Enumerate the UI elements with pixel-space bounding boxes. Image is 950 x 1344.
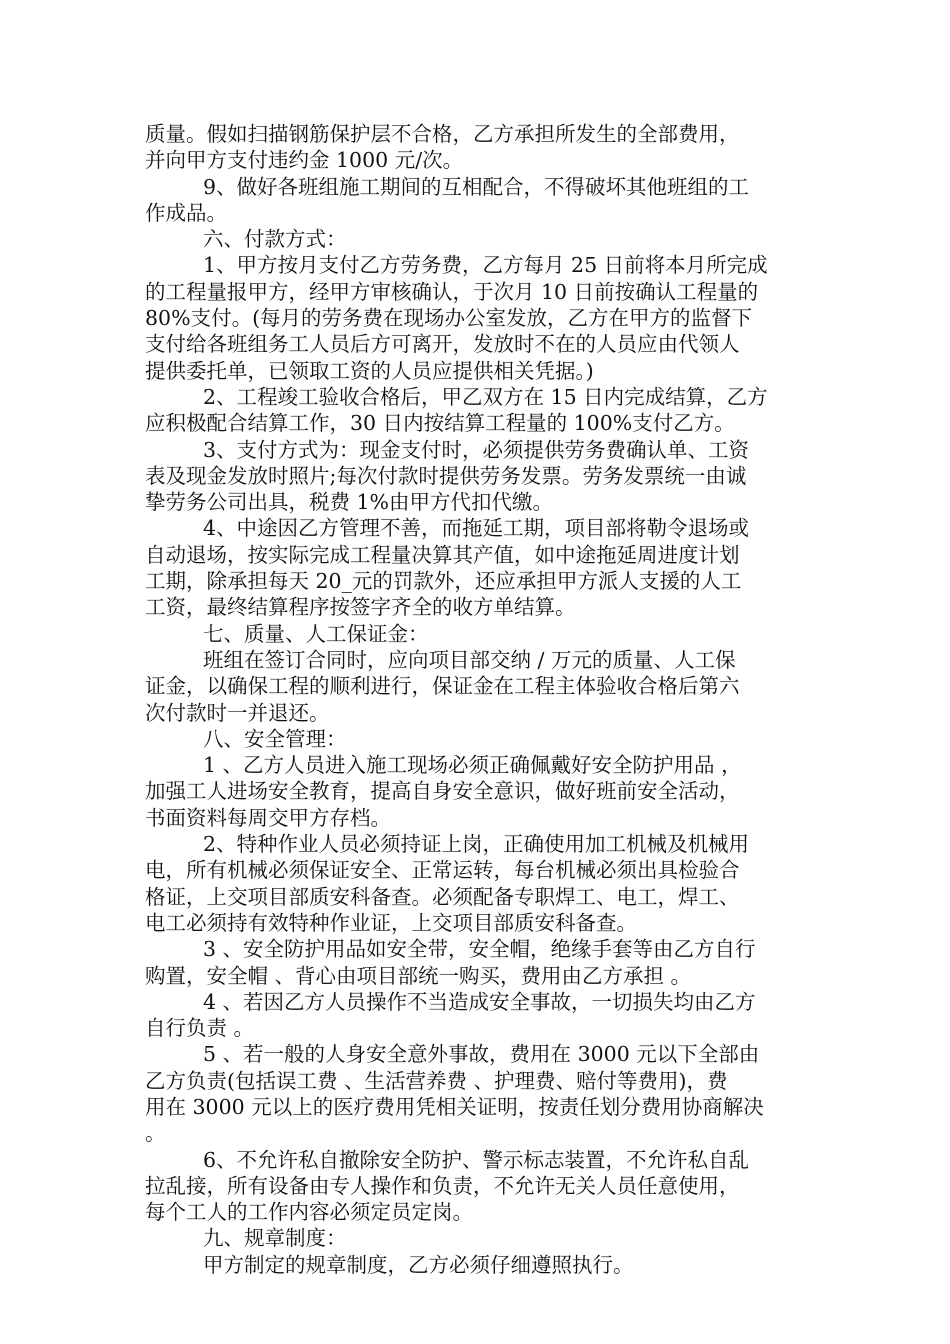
text-line: 4 、若因乙方人员操作不当造成安全事故，一切损失均由乙方 (203, 989, 756, 1014)
text-line: 电，所有机械必须保证安全、正常运转，每台机械必须出具检验合 (145, 858, 740, 883)
text-line: 质量。假如扫描钢筋保护层不合格，乙方承担所发生的全部费用， (145, 122, 740, 146)
text-line: 工资，最终结算程序按签字齐全的收方单结算。 (145, 595, 576, 620)
text-line: 应积极配合结算工作，30 日内按结算工程量的 100%支付乙方。 (145, 411, 735, 436)
text-line: 次付款时一并退还。 (145, 700, 330, 725)
text-line: 用在 3000 元以上的医疗费用凭相关证明，按责任划分费用协商解决 (145, 1094, 764, 1119)
text-line: 九、规章制度： (203, 1226, 347, 1251)
text-line: 乙方负责(包括误工费 、生活营养费 、护理费、赔付等费用)，费 (145, 1068, 728, 1093)
text-line: 购置，安全帽 、背心由项目部统一购买，费用由乙方承担 。 (145, 963, 692, 988)
text-line: 2、特种作业人员必须持证上岗，正确使用加工机械及机械用 (203, 832, 750, 857)
text-line: 班组在签订合同时，应向项目部交纳 / 万元的质量、人工保 (203, 647, 736, 672)
text-line: 自行负责 。 (145, 1016, 255, 1041)
text-line: 6、不允许私自撤除安全防护、警示标志装置，不允许私自乱 (203, 1147, 750, 1172)
text-line: 六、付款方式： (203, 227, 347, 252)
text-line: 书面资料每周交甲方存档。 (145, 805, 391, 830)
text-line: 5 、若一般的人身安全意外事故，费用在 3000 元以下全部由 (203, 1042, 760, 1067)
text-line: 。 (145, 1121, 166, 1146)
text-line: 拉乱接，所有设备由专人操作和负责，不允许无关人员任意使用， (145, 1173, 740, 1198)
text-line: 的工程量报甲方，经甲方审核确认，于次月 10 日前按确认工程量的 (145, 279, 759, 304)
text-line: 每个工人的工作内容必须定员定岗。 (145, 1200, 473, 1225)
text-line: 3 、安全防护用品如安全带，安全帽，绝缘手套等由乙方自行 (203, 937, 756, 962)
document-page (145, 121, 805, 1278)
text-line: 2、工程竣工验收合格后，甲乙双方在 15 日内完成结算，乙方 (203, 384, 768, 409)
text-line: 八、安全管理： (203, 726, 347, 751)
text-line: 提供委托单，已领取工资的人员应提供相关凭据。) (145, 358, 594, 383)
text-line: 甲方制定的规章制度，乙方必须仔细遵照执行。 (203, 1252, 634, 1277)
text-line: 自动退场，按实际完成工程量决算其产值，如中途拖延周进度计划 (145, 542, 740, 567)
text-line: 证金，以确保工程的顺利进行，保证金在工程主体验收合格后第六 (145, 674, 740, 699)
text-line: 4、中途因乙方管理不善，而拖延工期，项目部将勒令退场或 (203, 516, 750, 541)
text-line: 80%支付。(每月的劳务费在现场办公室发放，乙方在甲方的监督下 (145, 306, 753, 331)
text-line: 格证，上交项目部质安科备查。必须配备专职焊工、电工，焊工、 (145, 884, 740, 909)
text-line: 加强工人进场安全教育，提高自身安全意识，做好班前安全活动， (145, 779, 740, 804)
text-line: 3、支付方式为：现金支付时，必须提供劳务费确认单、工资 (203, 437, 750, 462)
text-line: 1、甲方按月支付乙方劳务费，乙方每月 25 日前将本月所完成 (203, 253, 768, 278)
text-line: 作成品。 (145, 200, 227, 225)
text-line: 并向甲方支付违约金 1000 元/次。 (145, 148, 464, 173)
text-line: 9、做好各班组施工期间的互相配合，不得破坏其他班组的工 (203, 174, 750, 199)
text-line: 七、质量、人工保证金： (203, 621, 429, 646)
text-line: 挚劳务公司出具，税费 1%由甲方代扣代缴。 (145, 490, 554, 515)
text-line: 支付给各班组务工人员后方可离开，发放时不在的人员应由代领人 (145, 332, 740, 357)
text-line: 工期，除承担每天 20_元的罚款外，还应承担甲方派人支援的人工 (145, 569, 742, 594)
text-line: 1 、乙方人员进入施工现场必须正确佩戴好安全防护用品 ， (203, 753, 742, 778)
text-line: 表及现金发放时照片;每次付款时提供劳务发票。劳务发票统一由诚 (145, 463, 747, 488)
text-line: 电工必须持有效特种作业证，上交项目部质安科备查。 (145, 910, 637, 935)
